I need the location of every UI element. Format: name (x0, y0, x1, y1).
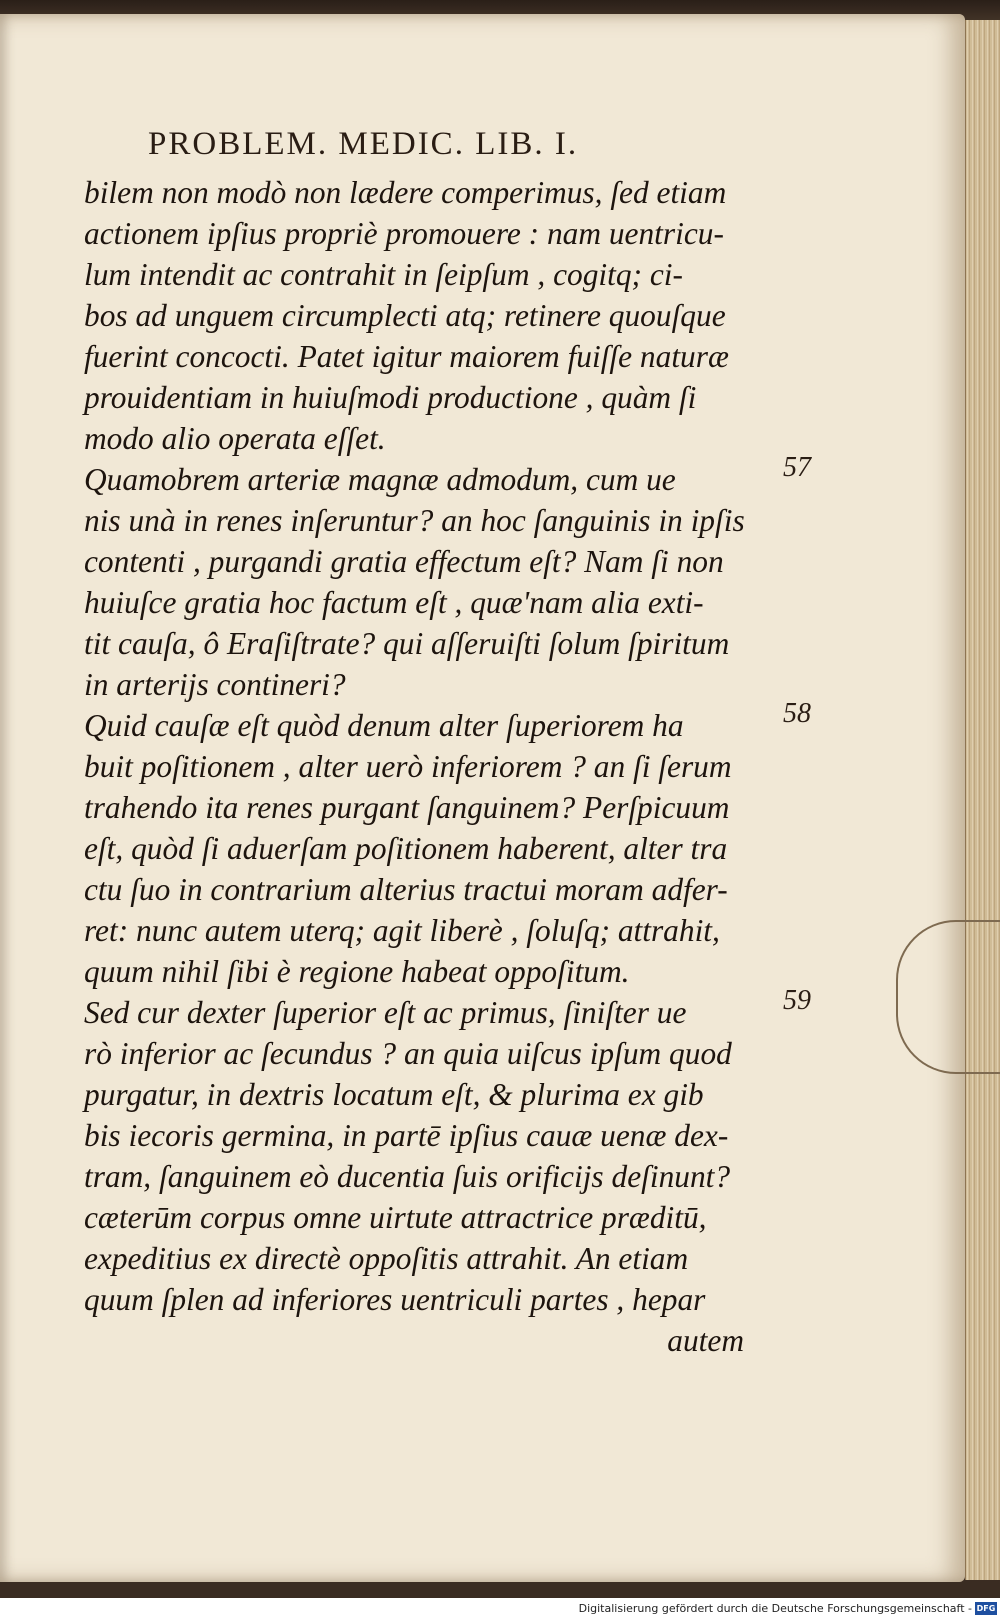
text-line: bos ad unguem circumplecti atq; retinere quouſque (84, 298, 726, 333)
page-clip-outline (896, 920, 1000, 1074)
text-line: ret: nunc autem uterq; agit liberè , ſoluſq; attrahit, (84, 913, 720, 948)
margin-number: 59 (783, 985, 811, 1016)
text-line: contenti , purgandi gratia effectum eſt? Nam ſi non (84, 544, 724, 579)
text-line: bilem non modò non lædere comperimus, ſed etiam (84, 175, 727, 210)
text-line: trahendo ita renes purgant ſanguinem? Perſpicuum (84, 790, 730, 825)
margin-number: 57 (783, 452, 811, 483)
catchword: autem (667, 1323, 744, 1358)
text-line: eſt, quòd ſi aduerſam poſitionem haberent, alter tra (84, 831, 728, 866)
text-line: fuerint concocti. Patet igitur maiorem fuiſſe naturæ (84, 339, 729, 374)
text-line: buit poſitionem , alter uerò inferiorem ? an ſi ſerum (84, 749, 732, 784)
text-line: modo alio operata eſſet. (84, 421, 386, 456)
text-line: prouidentiam in huiuſmodi productione , quàm ſi (84, 380, 697, 415)
text-line: actionem ipſius propriè promouere : nam uentricu- (84, 216, 724, 251)
text-line: quum ſplen ad inferiores uentriculi partes , hepar (84, 1282, 706, 1317)
text-line: Sed cur dexter ſuperior eſt ac primus, ſiniſter ue (84, 995, 687, 1030)
margin-number: 58 (783, 698, 811, 729)
text-line: expeditius ex directè oppoſitis attrahit. An etiam (84, 1241, 689, 1276)
text-line: nis unà in renes inſeruntur? an hoc ſanguinis in ipſis (84, 503, 745, 538)
text-line: in arterijs contineri? (84, 667, 346, 702)
text-line: cæterūm corpus omne uirtute attractrice præditū, (84, 1200, 707, 1235)
digitization-credit: Digitalisierung gefördert durch die Deutsche Forschungsgemeinschaft - (578, 1602, 972, 1615)
text-line: ctu ſuo in contrarium alterius tractui moram adfer- (84, 872, 728, 907)
text-line: rò inferior ac ſecundus ? an quia uiſcus ipſum quod (84, 1036, 732, 1071)
text-line: purgatur, in dextris locatum eſt, & plurima ex gib (84, 1077, 704, 1112)
dfg-logo-icon: DFG (976, 1604, 996, 1613)
text-line: quum nihil ſibi è regione habeat oppoſitum. (84, 954, 630, 989)
text-line: lum intendit ac contrahit in ſeipſum , cogitq; ci- (84, 257, 683, 292)
text-line: tit cauſa, ô Eraſiſtrate? qui aſſeruiſti ſolum ſpiritum (84, 626, 730, 661)
text-line: tram, ſanguinem eò ducentia ſuis orificijs deſinunt? (84, 1159, 731, 1194)
text-line: Quid cauſæ eſt quòd denum alter ſuperiorem ha (84, 708, 684, 743)
text-line: Quamobrem arteriæ magnæ admodum, cum ue (84, 462, 676, 497)
text-line: bis iecoris germina, in partē ipſius cauæ uenæ dex- (84, 1118, 729, 1153)
page-edges (965, 20, 1000, 1580)
running-header: PROBLEM. MEDIC. LIB. I. (148, 126, 579, 162)
body-text (84, 172, 744, 1361)
text-line: huiuſce gratia hoc factum eſt , quæ'nam alia exti- (84, 585, 704, 620)
